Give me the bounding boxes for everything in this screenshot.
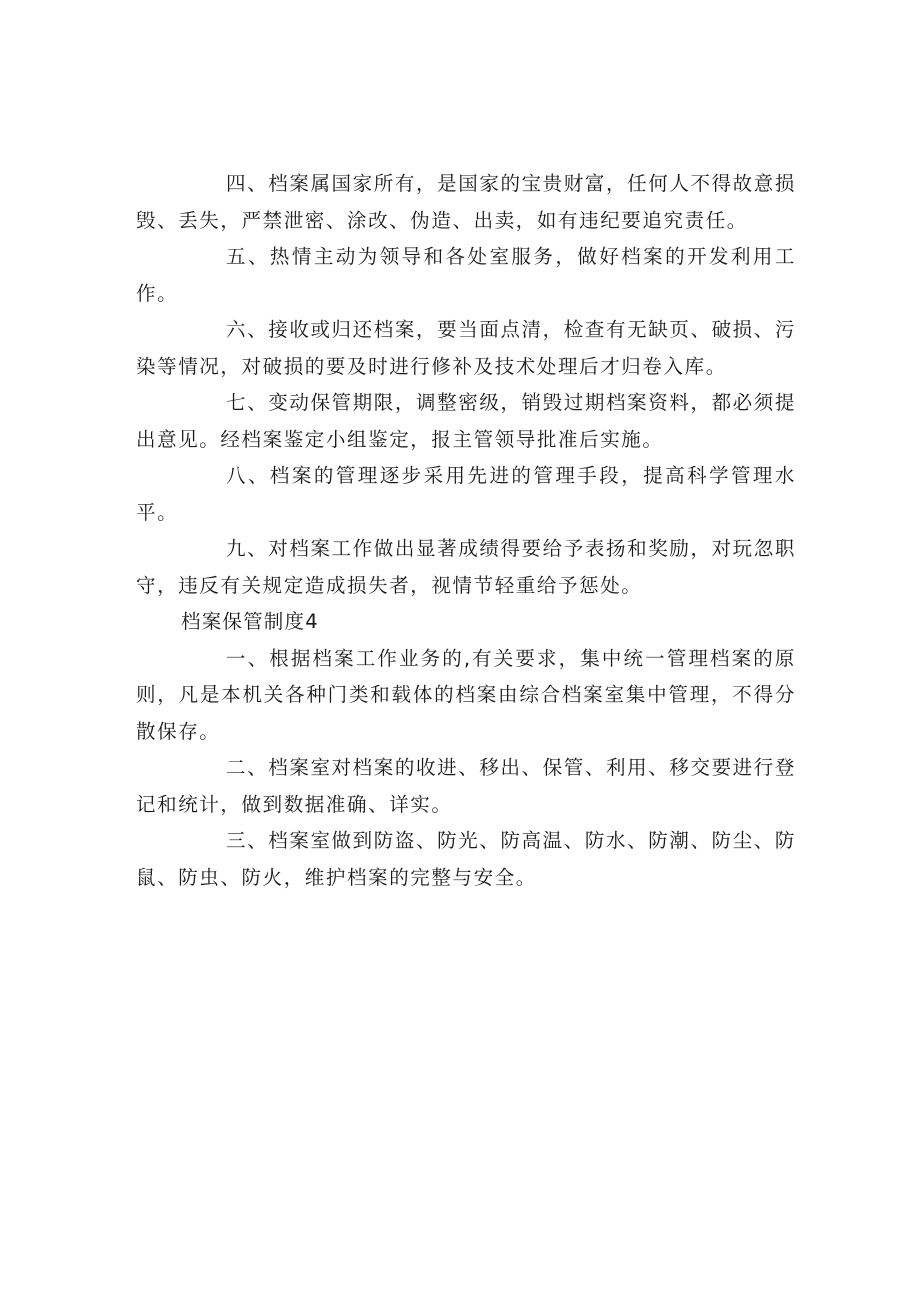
paragraph-1: 一、根据档案工作业务的,有关要求，集中统一管理档案的原则，凡是本机关各种门类和载体的档案由综合档案室集中管理，不得分散保存。 (136, 646, 796, 743)
section-title: 档案保管制度4 (181, 610, 319, 633)
paragraph-8: 八、档案的管理逐步采用先进的管理手段，提高科学管理水平。 (136, 464, 796, 524)
paragraph-2: 二、档案室对档案的收进、移出、保管、利用、移交要进行登记和统计，做到数据准确、详实。 (136, 756, 796, 816)
paragraph-6: 六、接收或归还档案，要当面点清，检查有无缺页、破损、污染等情况，对破损的要及时进行修补及技术处理后才归卷入库。 (136, 318, 796, 378)
paragraph-9: 九、对档案工作做出显著成绩得要给予表扬和奖励，对玩忽职守，违反有关规定造成损失者，视情节轻重给予惩处。 (136, 537, 796, 597)
document-body (136, 166, 796, 896)
paragraph-4: 四、档案属国家所有，是国家的宝贵财富，任何人不得故意损毁、丢失，严禁泄密、涂改、伪造、出卖，如有违纪要追究责任。 (136, 172, 796, 232)
paragraph-5: 五、热情主动为领导和各处室服务，做好档案的开发利用工作。 (136, 245, 796, 305)
paragraph-7: 七、变动保管期限，调整密级，销毁过期档案资料，都必须提出意见。经档案鉴定小组鉴定，报主管领导批准后实施。 (136, 391, 796, 451)
paragraph-3: 三、档案室做到防盗、防光、防高温、防水、防潮、防尘、防鼠、防虫、防火，维护档案的完整与安全。 (136, 829, 796, 889)
